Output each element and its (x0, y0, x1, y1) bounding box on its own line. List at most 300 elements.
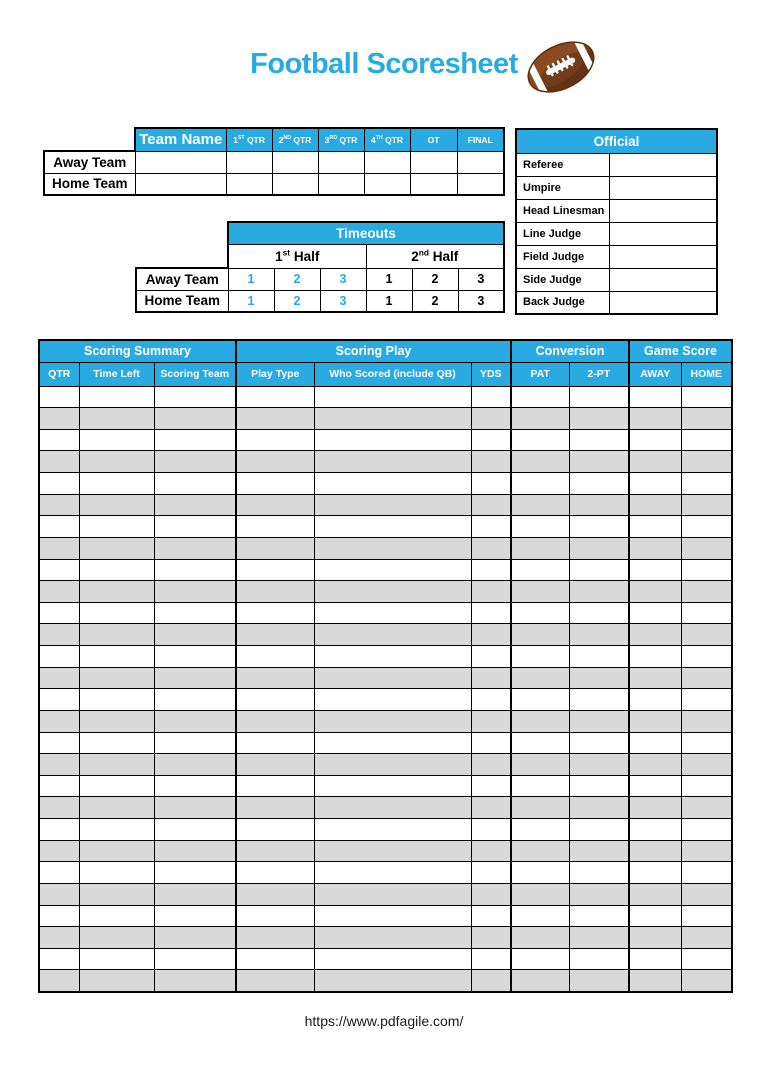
scoring-cell (314, 797, 471, 819)
scoring-body (39, 386, 732, 992)
scoring-cell (569, 581, 629, 603)
scoring-cell (39, 840, 79, 862)
scoring-cell (79, 624, 154, 646)
scoring-cell (629, 646, 681, 668)
scoring-cell (314, 840, 471, 862)
away-h1-timeout-3: 3 (320, 268, 366, 290)
scoring-cell (314, 948, 471, 970)
scoring-row (39, 840, 732, 862)
scoring-cell (236, 408, 314, 430)
scoring-cell (314, 537, 471, 559)
scoring-cell (629, 581, 681, 603)
scoring-cell (236, 819, 314, 841)
scoring-cell (629, 602, 681, 624)
scoring-cell (79, 386, 154, 408)
scoring-cell (314, 732, 471, 754)
scoring-row (39, 624, 732, 646)
official-name-cell (609, 222, 717, 245)
scoring-cell (471, 559, 511, 581)
scoring-cell (314, 905, 471, 927)
timeouts-home-label: Home Team (136, 290, 228, 312)
scoring-cell (79, 689, 154, 711)
scoring-cell (569, 494, 629, 516)
scoring-row (39, 905, 732, 927)
scoring-cell (629, 689, 681, 711)
scoring-cell (39, 429, 79, 451)
home-1st-qtr-cell (226, 173, 272, 195)
home-h2-timeout-2: 2 (412, 290, 458, 312)
away-4th-qtr-cell (364, 151, 410, 173)
col-header-2nd-qtr: 2ND QTR (272, 128, 318, 151)
scoring-row (39, 754, 732, 776)
away-h2-timeout-3: 3 (458, 268, 504, 290)
col-header-2pt: 2-PT (569, 362, 629, 386)
scoring-cell (154, 494, 236, 516)
scoring-cell (471, 494, 511, 516)
scoring-row (39, 451, 732, 473)
official-label-side-judge: Side Judge (516, 268, 609, 291)
scoring-cell (511, 819, 569, 841)
scoring-cell (511, 581, 569, 603)
scoring-cell (79, 948, 154, 970)
scoring-cell (681, 775, 732, 797)
scoring-cell (39, 602, 79, 624)
scoring-cell (471, 948, 511, 970)
scoring-cell (236, 732, 314, 754)
col-header-play-type: Play Type (236, 362, 314, 386)
scoring-cell (79, 429, 154, 451)
scoring-cell (154, 667, 236, 689)
scoring-row (39, 948, 732, 970)
scoring-cell (681, 970, 732, 992)
col-header-1st-qtr: 1ST QTR (226, 128, 272, 151)
scoring-cell (79, 559, 154, 581)
scoring-cell (681, 883, 732, 905)
official-label-field-judge: Field Judge (516, 245, 609, 268)
scoring-cell (154, 451, 236, 473)
scoring-cell (236, 429, 314, 451)
scoring-cell (79, 473, 154, 495)
scoring-cell (314, 646, 471, 668)
scoring-cell (79, 840, 154, 862)
scoring-cell (569, 840, 629, 862)
scoring-cell (314, 516, 471, 538)
scoring-cell (154, 473, 236, 495)
home-h2-timeout-1: 1 (366, 290, 412, 312)
scoring-cell (236, 667, 314, 689)
scoring-cell (236, 970, 314, 992)
scoring-cell (511, 537, 569, 559)
official-table (515, 128, 718, 315)
scoring-row (39, 408, 732, 430)
scoring-cell (681, 624, 732, 646)
scoring-cell (569, 624, 629, 646)
scoring-cell (681, 710, 732, 732)
scoring-cell (511, 494, 569, 516)
col-header-away: AWAY (629, 362, 681, 386)
scoring-cell (629, 862, 681, 884)
scoring-cell (39, 819, 79, 841)
scoring-cell (511, 429, 569, 451)
scoring-cell (236, 386, 314, 408)
scoring-cell (79, 516, 154, 538)
scoring-cell (629, 797, 681, 819)
scoring-cell (681, 689, 732, 711)
scoring-cell (39, 451, 79, 473)
scoring-cell (569, 667, 629, 689)
scoring-cell (471, 516, 511, 538)
scoring-cell (39, 559, 79, 581)
home-2nd-qtr-cell (272, 173, 318, 195)
scoring-cell (236, 689, 314, 711)
scoring-cell (236, 840, 314, 862)
scoring-cell (569, 862, 629, 884)
col-header-ot: OT (410, 128, 457, 151)
scoring-cell (511, 408, 569, 430)
scoring-cell (681, 646, 732, 668)
scoring-cell (569, 537, 629, 559)
scoring-cell (236, 624, 314, 646)
group-header-scoring-summary: Scoring Summary (39, 340, 236, 362)
home-team-name-cell (135, 173, 226, 195)
scoring-cell (511, 602, 569, 624)
scoring-cell (39, 494, 79, 516)
scoring-cell (154, 386, 236, 408)
scoring-cell (681, 754, 732, 776)
scoring-cell (629, 494, 681, 516)
scoring-row (39, 862, 732, 884)
footer-link[interactable]: https://www.pdfagile.com/ (304, 1013, 464, 1029)
scoring-cell (154, 754, 236, 776)
scoring-cell (569, 883, 629, 905)
scoring-cell (236, 473, 314, 495)
scoring-cell (511, 646, 569, 668)
scoring-row (39, 732, 732, 754)
scoring-cell (79, 408, 154, 430)
scoring-cell (154, 819, 236, 841)
scoring-cell (681, 408, 732, 430)
scoring-cell (471, 840, 511, 862)
scoring-cell (569, 473, 629, 495)
scoring-cell (511, 883, 569, 905)
scoring-cell (629, 883, 681, 905)
official-name-cell (609, 176, 717, 199)
scoring-cell (511, 667, 569, 689)
scoring-row (39, 883, 732, 905)
scoring-cell (154, 905, 236, 927)
scoring-cell (681, 559, 732, 581)
scoring-cell (629, 408, 681, 430)
timeouts-table (135, 221, 505, 313)
scoring-cell (154, 581, 236, 603)
scoring-cell (471, 927, 511, 949)
scoring-cell (681, 819, 732, 841)
scoring-cell (236, 646, 314, 668)
scoring-cell (569, 689, 629, 711)
scoring-cell (681, 429, 732, 451)
scoring-cell (629, 970, 681, 992)
away-h2-timeout-1: 1 (366, 268, 412, 290)
scoring-cell (629, 559, 681, 581)
scoring-cell (39, 797, 79, 819)
scoring-cell (314, 559, 471, 581)
scoring-cell (569, 408, 629, 430)
scoring-cell (471, 775, 511, 797)
home-h1-timeout-3: 3 (320, 290, 366, 312)
scoring-cell (79, 581, 154, 603)
scoring-cell (681, 948, 732, 970)
scoring-cell (471, 797, 511, 819)
scoring-cell (569, 948, 629, 970)
col-header-qtr: QTR (39, 362, 79, 386)
scoring-cell (39, 905, 79, 927)
scoring-cell (39, 646, 79, 668)
scoring-row (39, 689, 732, 711)
scoring-row (39, 386, 732, 408)
scoring-cell (471, 862, 511, 884)
scoring-cell (79, 646, 154, 668)
scoring-cell (569, 602, 629, 624)
scoring-row (39, 494, 732, 516)
team-name-header: Team Name (135, 128, 226, 151)
scoring-cell (39, 883, 79, 905)
scoring-cell (39, 667, 79, 689)
scoring-cell (681, 602, 732, 624)
group-header-scoring-play: Scoring Play (236, 340, 511, 362)
scoring-cell (629, 819, 681, 841)
scoring-cell (236, 927, 314, 949)
scoring-cell (569, 819, 629, 841)
scoring-cell (39, 732, 79, 754)
scoring-cell (236, 905, 314, 927)
official-name-cell (609, 268, 717, 291)
scoring-cell (681, 386, 732, 408)
col-header-who-scored: Who Scored (include QB) (314, 362, 471, 386)
scoring-cell (154, 429, 236, 451)
scoring-cell (314, 667, 471, 689)
scoring-cell (314, 624, 471, 646)
scoring-cell (79, 927, 154, 949)
scoring-cell (79, 732, 154, 754)
away-h1-timeout-1: 1 (228, 268, 274, 290)
scoring-cell (314, 710, 471, 732)
scoring-cell (154, 948, 236, 970)
scoring-cell (236, 581, 314, 603)
official-name-cell (609, 291, 717, 314)
scoring-cell (681, 667, 732, 689)
scoring-cell (471, 408, 511, 430)
scoring-cell (471, 710, 511, 732)
col-header-home: HOME (681, 362, 732, 386)
scoring-cell (236, 602, 314, 624)
scoring-cell (471, 624, 511, 646)
scoring-cell (511, 862, 569, 884)
first-half-header: 1st Half (228, 244, 366, 268)
scoring-cell (629, 732, 681, 754)
scoring-cell (154, 559, 236, 581)
scoring-cell (569, 775, 629, 797)
scoring-cell (629, 451, 681, 473)
scoring-cell (569, 905, 629, 927)
away-3rd-qtr-cell (318, 151, 364, 173)
scoring-cell (681, 473, 732, 495)
scoring-cell (236, 862, 314, 884)
scoring-cell (629, 710, 681, 732)
scoring-row (39, 819, 732, 841)
official-label-back-judge: Back Judge (516, 291, 609, 314)
scoring-cell (569, 516, 629, 538)
scoring-cell (629, 905, 681, 927)
scoring-cell (154, 624, 236, 646)
scoring-cell (154, 646, 236, 668)
team-score-table (43, 127, 505, 196)
away-2nd-qtr-cell (272, 151, 318, 173)
scoring-cell (79, 883, 154, 905)
scoring-cell (681, 581, 732, 603)
scoring-cell (471, 667, 511, 689)
scoring-cell (471, 819, 511, 841)
scoring-cell (471, 646, 511, 668)
page-header (0, 48, 768, 81)
timeouts-away-label: Away Team (136, 268, 228, 290)
scoring-cell (236, 948, 314, 970)
scoring-cell (154, 840, 236, 862)
scoring-cell (39, 516, 79, 538)
scoring-row (39, 646, 732, 668)
scoring-cell (79, 775, 154, 797)
scoring-row (39, 429, 732, 451)
scoring-cell (511, 840, 569, 862)
scoring-cell (314, 689, 471, 711)
scoring-cell (471, 689, 511, 711)
scoring-cell (314, 602, 471, 624)
scoring-cell (79, 905, 154, 927)
home-h1-timeout-1: 1 (228, 290, 274, 312)
scoring-cell (681, 516, 732, 538)
scoring-cell (511, 710, 569, 732)
scoring-cell (681, 927, 732, 949)
scoring-cell (314, 581, 471, 603)
scoring-cell (236, 516, 314, 538)
scoring-cell (79, 667, 154, 689)
timeouts-spacer (136, 244, 228, 268)
official-name-cell (609, 153, 717, 176)
scoring-cell (314, 819, 471, 841)
scoring-cell (39, 473, 79, 495)
scoring-cell (154, 970, 236, 992)
scoring-cell (569, 797, 629, 819)
home-h1-timeout-2: 2 (274, 290, 320, 312)
official-label-line-judge: Line Judge (516, 222, 609, 245)
away-team-label: Away Team (44, 151, 135, 173)
scoring-cell (314, 775, 471, 797)
scoring-cell (314, 473, 471, 495)
scoring-cell (236, 754, 314, 776)
scoring-row (39, 537, 732, 559)
scoring-cell (154, 775, 236, 797)
scoring-cell (236, 451, 314, 473)
scoring-cell (236, 537, 314, 559)
scoring-cell (79, 797, 154, 819)
scoring-cell (154, 883, 236, 905)
scoring-row (39, 797, 732, 819)
scoring-cell (39, 754, 79, 776)
scoring-cell (314, 927, 471, 949)
scoring-cell (569, 710, 629, 732)
scoring-cell (569, 927, 629, 949)
scoring-row (39, 516, 732, 538)
scoring-cell (569, 386, 629, 408)
page-title: Football Scoresheet (250, 48, 518, 80)
official-label-referee: Referee (516, 153, 609, 176)
scoring-cell (471, 883, 511, 905)
scoring-cell (629, 624, 681, 646)
scoring-cell (471, 429, 511, 451)
col-header-4th-qtr: 4TH QTR (364, 128, 410, 151)
scoring-cell (511, 775, 569, 797)
scoring-cell (314, 883, 471, 905)
scoring-cell (511, 927, 569, 949)
scoring-cell (79, 537, 154, 559)
second-half-header: 2nd Half (366, 244, 504, 268)
scoring-cell (629, 840, 681, 862)
scoring-cell (511, 624, 569, 646)
scoring-row (39, 667, 732, 689)
scoring-cell (681, 905, 732, 927)
scoring-cell (314, 408, 471, 430)
scoring-cell (511, 559, 569, 581)
official-label-umpire: Umpire (516, 176, 609, 199)
team-table-spacer (44, 128, 135, 151)
scoring-cell (236, 494, 314, 516)
scoring-cell (569, 559, 629, 581)
scoring-row (39, 559, 732, 581)
col-header-pat: PAT (511, 362, 569, 386)
scoring-cell (154, 408, 236, 430)
scoring-cell (314, 494, 471, 516)
scoring-cell (154, 602, 236, 624)
scoring-cell (511, 473, 569, 495)
scoring-row (39, 473, 732, 495)
scoring-cell (236, 559, 314, 581)
scoring-cell (569, 451, 629, 473)
scoring-cell (511, 689, 569, 711)
scoring-cell (511, 797, 569, 819)
scoring-cell (629, 775, 681, 797)
scoring-cell (39, 862, 79, 884)
scoring-cell (39, 710, 79, 732)
scoring-cell (314, 429, 471, 451)
scoring-cell (79, 494, 154, 516)
scoring-cell (39, 927, 79, 949)
away-1st-qtr-cell (226, 151, 272, 173)
scoring-cell (511, 905, 569, 927)
scoring-cell (471, 473, 511, 495)
scoring-cell (314, 862, 471, 884)
scoring-cell (569, 754, 629, 776)
official-header: Official (516, 129, 717, 153)
scoring-cell (569, 429, 629, 451)
scoring-row (39, 710, 732, 732)
away-h2-timeout-2: 2 (412, 268, 458, 290)
scoring-table (38, 339, 733, 993)
scoring-cell (681, 862, 732, 884)
scoring-cell (39, 581, 79, 603)
scoring-cell (39, 775, 79, 797)
official-name-cell (609, 245, 717, 268)
scoring-cell (629, 473, 681, 495)
group-header-game-score: Game Score (629, 340, 732, 362)
